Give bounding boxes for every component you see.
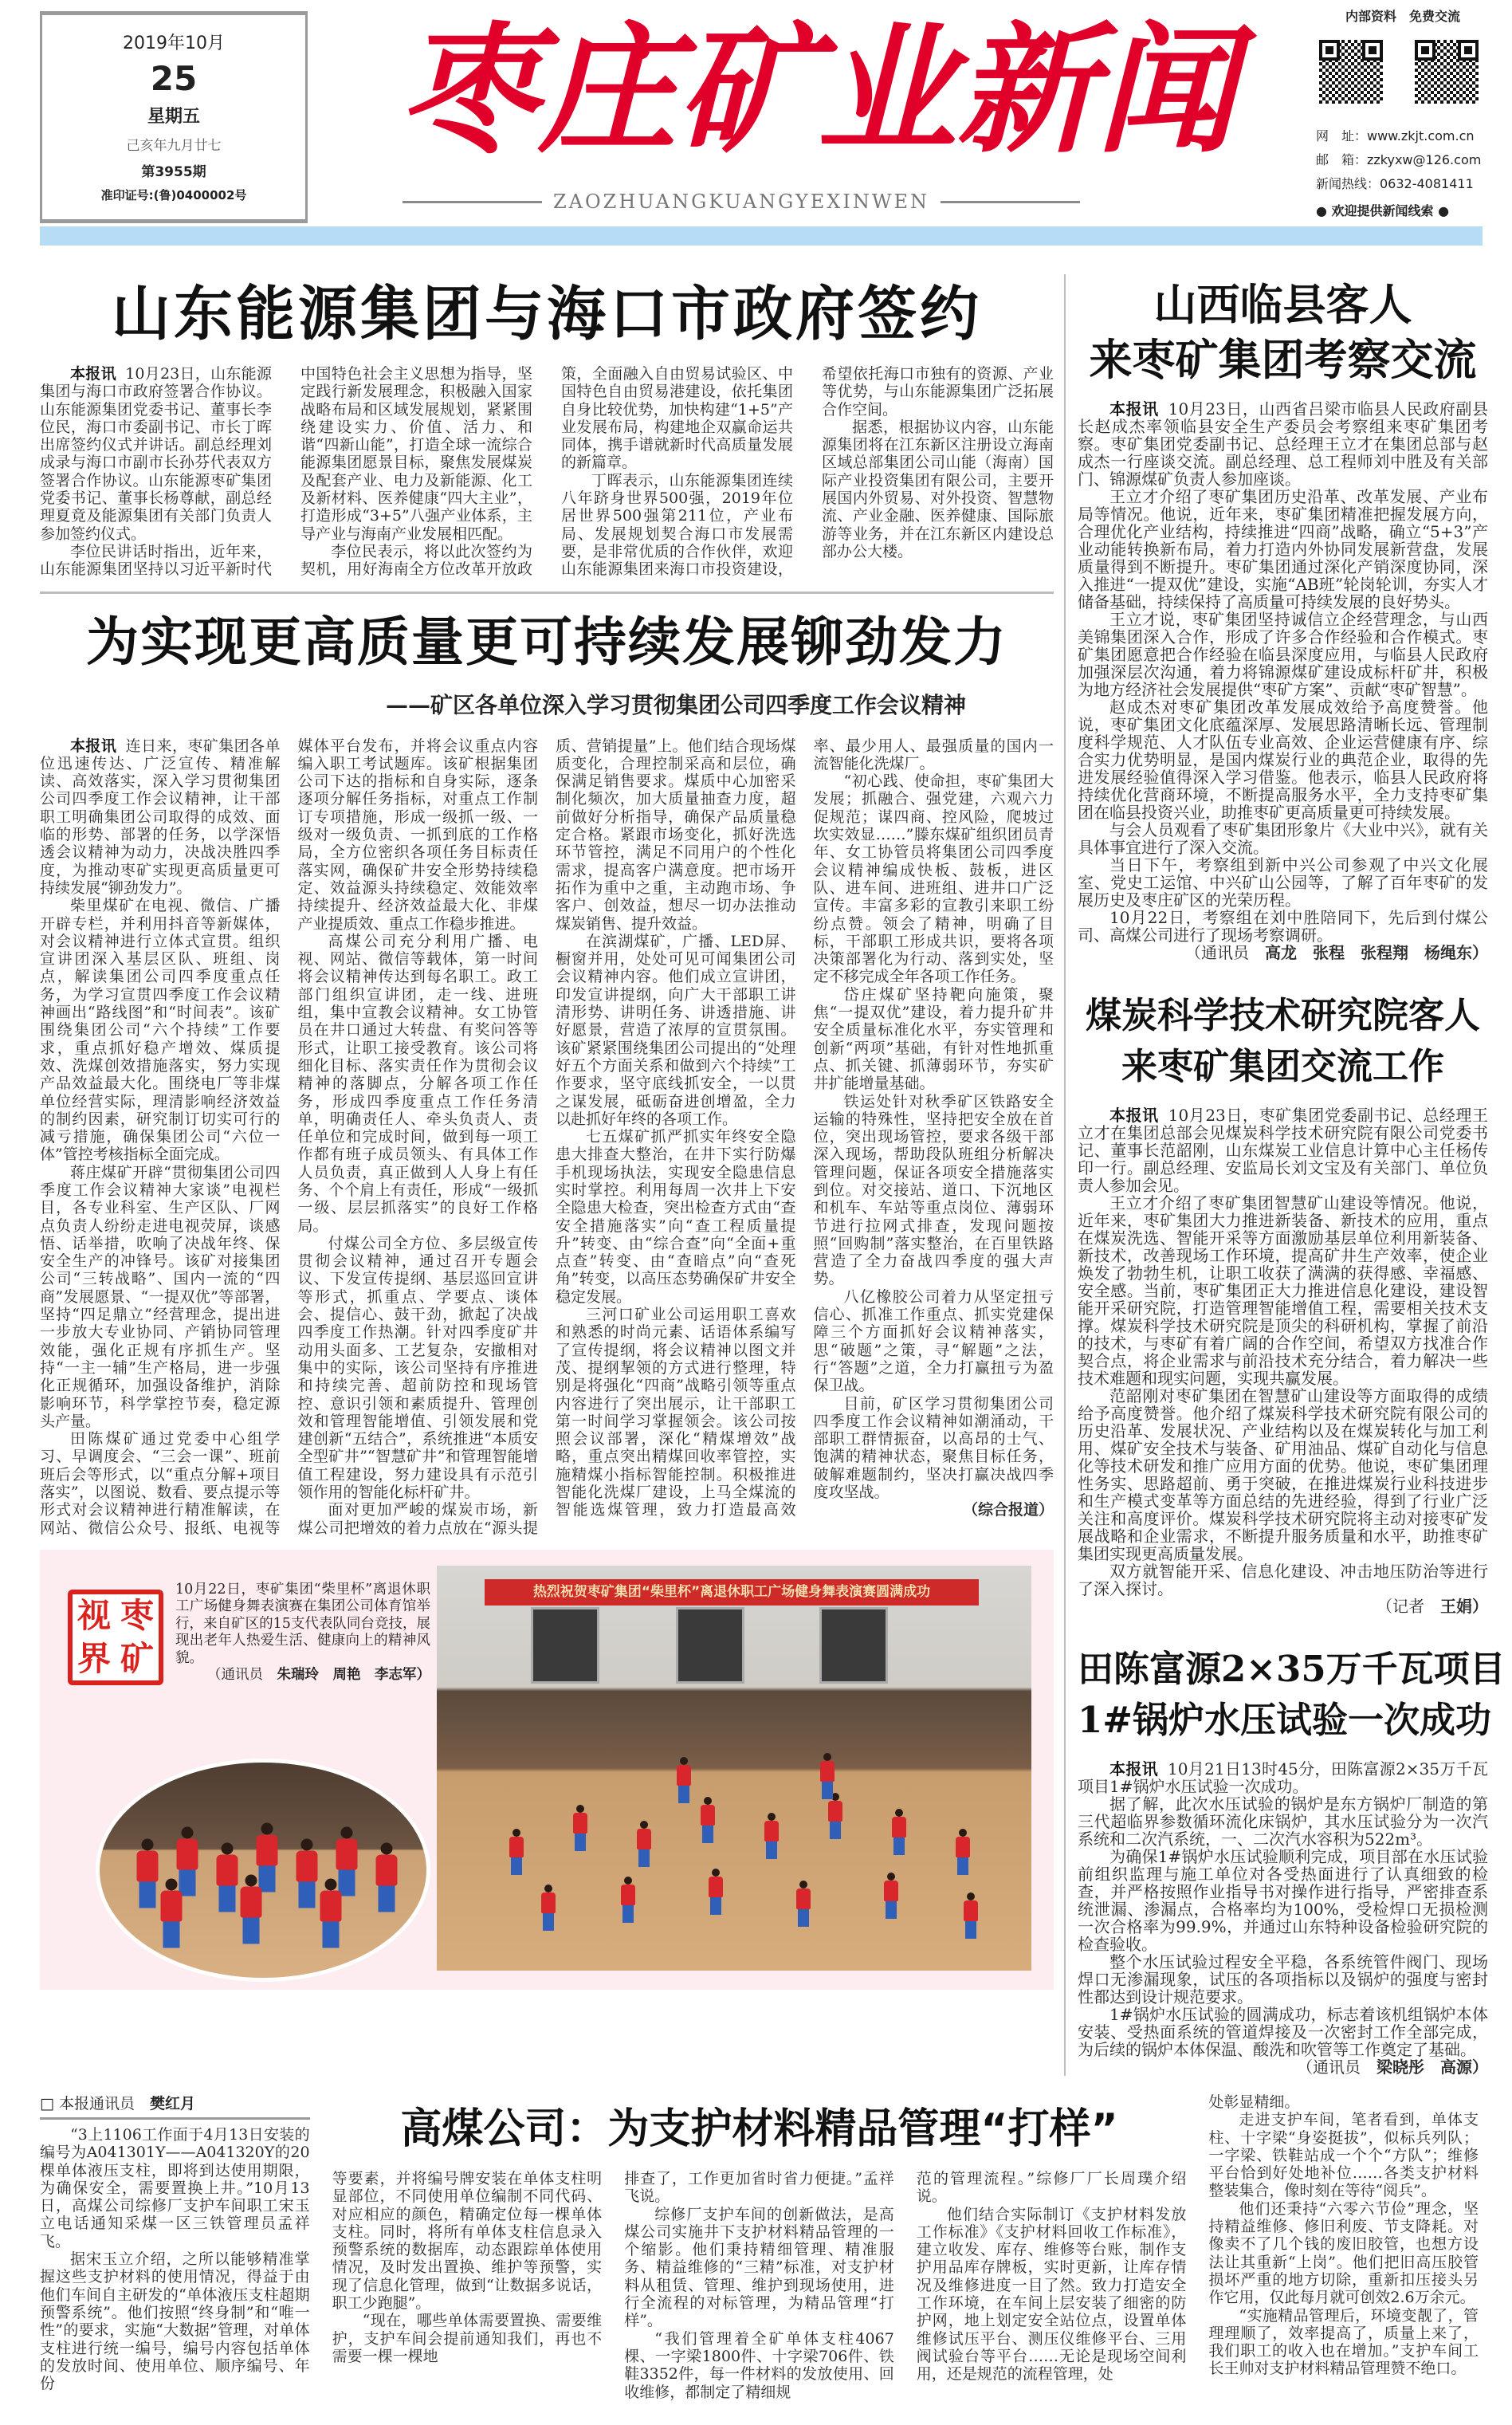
permit-number: 准印证号:(鲁)0400002号 [100,188,247,202]
paragraph [1078,698,1488,821]
paragraph-text: 据了解，此次水压试验的锅炉是东方锅炉厂制造的第三代超临界参数循环流化床锅炉，其水压试验分为一次汽系统和二次汽系统，一、二次汽水容积为522m³。 [1078,1794,1488,1849]
seal-char: 界 [77,1638,111,1678]
paragraph-text: 范韶刚对枣矿集团在智慧矿山建设等方面取得的成绩给予高度赞誉。他介绍了煤炭科学技术研究院有限公司的历史沿革、发展状况、产业结构以及在煤炭转化与加工利用、煤矿安全技术与装备、矿用油品、煤矿自动化与信息化等技术研发和推广应用方面的优势。他说，枣矿集团理性务实、思路超前、勇于突破，在推进煤炭行业科技进步和生产模式变革等方面总结的先进经验，得到了行业广泛关注和高度评价。煤炭科学技术研究院将主动对接枣矿发展战略和企业需求，不断提升服务质量和水平，助推枣矿集团实现更高质量发展。 [1078,1386,1488,1563]
side1-headline [1078,277,1488,387]
caption-text: 10月22日，枣矿集团“柴里杯”离退休职工广场健身舞表演赛在集团公司体育馆举行，来自矿区的15支代表队同台竞技，展现出老年人热爱生活、健康向上的精神风貌。 [175,1581,430,1666]
byline [1078,1598,1488,1615]
masthead-logo: 枣庄矿业新闻 [399,9,1235,172]
paragraph-text: 当日下午，考察组到新中兴公司参观了中兴文化展室、党史工运馆、中兴矿山公园等，了解了百年枣矿的发展历史及枣庄矿区的光荣历程。 [1078,855,1488,910]
paragraph: 他们还秉持“六零六节俭”理念，坚持精益维修、修旧利废、节支降耗。对像卖不了几个钱的废旧胶管，也想方设法让其重新“上岗”。他们把旧高压胶管损坏严重的地方切除，重新扣压接头另作它用，仅此每月就可创效2.6万余元。 [1208,2199,1479,2307]
paragraph: 处彰显精细。 [1208,2093,1300,2111]
byline-label: □ 本报通讯员 [40,2095,135,2113]
dancer-figure [572,1805,588,1851]
byline-label: （通讯员 [1297,2058,1361,2077]
paragraph-text: 为确保1#锅炉水压试验顺利完成，项目部在水压试验前组织监理与施工单位对各受热面进行了认真细致的检查，并严格按照作业指导书对操作进行指导，严密排查系统泄漏、渗漏点，合格率均为100%，受检焊口无损检测一次合格率为99.9%，并通过山东特种设备检验研究院的检查验收。 [1078,1847,1488,1954]
byline: （综合报道） [962,1501,1054,1519]
paragraph-text: 高煤公司充分利用广播、电视、网站、微信等载体，第一时间将会议精神传达到每名职工。政工部门组织宣讲团，走一线、进班组，集中宣教会议精神。女工协管员在井口通过大转盘、有奖问答等形式，让职工接受教育。该公司将细化目标、落实责任作为贯彻会议精神的落脚点，分解各项工作任务，形成四季度重点工作任务清单，明确责任人、牵头负责人、责任单位和完成时间，做到每一项工作都有班子成员领头、有具体工作人员负责，真正做到人人身上有任务、个个肩上有责任，形成“一级抓一级、层层抓落实”的良好工作格局。 [297,932,538,1235]
contact-info [1311,8,1494,227]
dancer-figure [883,1873,899,1919]
article1-body [40,365,1054,579]
paragraph [1078,856,1488,909]
byline-label: （通讯员 [1185,943,1249,962]
paragraph [1078,1194,1488,1387]
paragraph [556,1128,796,1306]
paragraph [1078,1106,1488,1194]
paragraph-text: 王立才介绍了枣矿集团智慧矿山建设等情况。他说，近年来，枣矿集团大力推进新装备、新技术的应用，重点在煤炭洗选、智能开采等方面激励基层单位利用新装备、新技术，改善现场工作环境，提高矿井生产效率，使企业焕发了勃勃生机，让职工收获了满满的获得感、幸福感、安全感。当前，枣矿集团正大力推进信息化建设，建设智能开采研究院，打造管理智能增值工程，需要相关技术支撑。煤炭科学技术研究院是顶尖的科研机构，掌握了前沿的技术，与枣矿有着广阔的合作空间，希望双方找准合作契合点，将企业需求与前沿技术充分结合，着力解决一些技术难题和现实问题，实现共赢发展。 [1078,1193,1488,1388]
paragraph [814,1093,1054,1288]
paragraph: 据宋玉立介绍，之所以能够精准掌握这些支护材料的使用情况，得益于由他们车间自主研发的“单体液压支柱超期预警系统”。他们按照“终身制”和“唯一性”的要求，实施“大数据”管理，对单体支柱进行统一编号，编号内容包括单体的发放时间、使用单位、顺序编号、年份 [40,2250,310,2393]
dancers-closeup-photo [96,1759,430,1982]
byline-name: 樊红月 [150,2095,196,2113]
divider [40,592,1054,594]
side1-body [1078,400,1488,961]
paragraph [1078,611,1488,698]
dancer-figure [827,1793,843,1839]
masthead-pinyin-row [383,190,1100,214]
paragraph-text: 10月23日，山东能源集团与海口市政府签署合作协议。山东能源集团党委书记、董事长李位民，海口市委副书记、市长丁晖出席签约仪式并讲话。副总经理刘成录与海口市副市长孙芬代表双方签署合作协议。山东能源枣矿集团党委书记、董事长杨尊献，副总经理夏竟及能源集团有关部门负责人参加签约仪式。 [40,365,272,543]
weekday: 星期五 [147,107,200,127]
paragraph-text: 与会人员观看了枣矿集团形象片《大业中兴》，就有关具体事宜进行了深入交流。 [1078,820,1488,857]
paragraph-text: 目前，矿区学习贯彻集团公司四季度工作会议精神如潮涌动，干部职工群情振奋，以高昂的士气、饱满的精神状态，聚焦目标任务，破解难题制约，坚决打赢决战四季度攻坚战。 [813,1394,1054,1502]
right-column [1064,274,1506,2077]
paragraph [1078,1562,1488,1598]
side3-headline-line: 1#锅炉水压试验一次成功 [1078,1699,1492,1741]
paragraph-text: 三河口矿业公司运用职工喜欢和熟悉的时尚元素、话语体系编写了宣传提纲，将会议精神以图文并茂、提纲挈领的方式进行整理，特别是将强化“四商”战略引领等重点内容进行了突出展示，让干部职工第一时间学习掌握领会。该公司按照会议部署，深化“精煤增效”战略，重点突出精煤回收率管控，实施精煤小指标智能控制。积极推进智能化洗煤厂建设，上马全煤流的智能选煤管理，致力打造最高效率、最少用人、最强质量的国内一流智能化洗煤厂。 [556,737,1054,1519]
paragraph-text: 柴里煤矿在电视、微信、广播开辟专栏，并利用抖音等新媒体，对会议精神进行立体式宣贯。组织宣讲团深入基层区队、班组、岗点，解读集团公司四季度重点任务，为学习宣贯四季度工作会议精神画出“路线图”和“时间表”。该矿围绕集团公司“六个持续”工作要求，重点抓好稳产增效、煤质提效、洗煤创效措施落实，努力实现产品效益最大化。围绕电厂等非煤单位经营实际，理清影响经济效益的制约因素，研究制订切实可行的减亏措施，确保集团公司“六位一体”管控考核指标全面完成。 [40,897,281,1164]
article3-column [1208,2093,1479,2401]
paragraph-text: 10月23日，山西省吕梁市临县人民政府副县长赵成杰率领临县安全生产委员会考察组来枣矿集团考察。枣矿集团党委副书记、总经理王立才在集团总部与赵成杰一行座谈交流。副总经理、总工程师刘中胜及有关部门、锦源煤矿负责人参加座谈。 [1078,399,1488,489]
page-header [0,0,1512,249]
paragraph [1078,1795,1488,1848]
paragraph [1078,821,1488,856]
dancer-figure [375,1842,399,1912]
article3-first-column [40,2093,310,2401]
paragraph-text: 10月22日，考察组在刘中胜陪同下，先后到付煤公司、高煤公司进行了现场考察调研。 [1078,908,1488,945]
paragraph-text: “初心践、使命担，枣矿集团大发展；抓融合、强党建，六观六力促规范；谋四商、控风险，爬坡过坎实效显……”滕东煤矿组织团员青年、女工协管员将集团公司四季度会议精神编成快板、鼓板，进区队、进车间、进班组、进井口广泛宣传。丰富多彩的宣教引来职工纷纷点赞。领会了精神，明确了目标，干部职工形成共识，要将各项决策部署化为行动、落到实处，坚定不移完成全年各项工作任务。 [813,772,1054,986]
paragraph-text: 王立才介绍了枣矿集团历史沿革、改革发展、产业布局等情况。他说，近年来，枣矿集团精准把握发展方向，合理优化产业结构，持续推进“四商”战略，确立“5+3”产业动能转换新布局，着力打造内外协同发展新营盘，发展质量得到不断提升。枣矿集团通过深化产销深度协同，深入推进“一提双优”建设，实施“AB班”轮岗轮训，夯实人才储备基础，持续保持了高质量可持续发展的良好势头。 [1078,487,1488,611]
article1-headline: 山东能源集团与海口市政府签约 [112,280,982,348]
paragraph: 范的管理流程。”综修厂厂长周璞介绍说。 [916,2170,1187,2206]
dancer-figure [819,1753,835,1799]
photo-feature [40,1550,1054,1990]
paragraph-text: 1#锅炉水压试验的圆满成功，标志着该机组锅炉本体安装、受热面系统的管道焊接及一次密封工作全部完成，为后续的锅炉本体保温、酸洗和吹管等工作奠定了基础。 [1078,2005,1488,2059]
date-month: 2019年10月 [123,33,225,53]
paragraph-text: 付煤公司全方位、多层级宣传贯彻会议精神，通过召开专题会议、下发宣传提纲、基层巡回宣讲等形式，抓重点、学要点、谈体会、提信心、鼓干劲，掀起了决战四季度工作热潮。针对四季度矿井动用头面多、工艺复杂，安撤相对集中的实际，该公司坚持有序推进和持续完善、超前防控和现场管控、意识引领和素质提升、管理创效和管理智能增值、引领发展和党建创新“五结合”，系统推进“本质安全型矿井”“智慧矿井”和管理智能增值工程建设，努力建设具有示范引领作用的智能化标杆矿井。 [297,1234,538,1502]
window [676,1607,744,1684]
masthead-pinyin: ZAOZHUANGKUANGYEXINWEN [552,191,930,213]
paragraph: “3上1106工作面于4月13日安装的编号为A041301Y——A041320Y的20棵单体液压支柱，即将到达使用期限，为确保安全，需要置换上井。”10月13日，高煤公司综修厂支护车间职工宋玉立电话通知采煤一区三铁管理员孟祥飞。 [40,2126,310,2250]
dateline-lead: 本报讯 [70,365,116,383]
article3 [0,2093,1512,2425]
paragraph [298,1235,539,1501]
seal-char: 矿 [120,1638,154,1678]
issue-number: 第3955期 [141,164,206,180]
dateline-lead: 本报讯 [1109,1759,1158,1778]
photo-credit [175,1667,430,1684]
dancer-figure [239,1874,263,1944]
dancer-figure [509,1829,524,1875]
paragraph [814,772,1054,986]
paragraph [1078,1387,1488,1562]
credit-label: （通讯员 [207,1667,263,1684]
paragraph [1078,488,1488,611]
paragraph-text: 10月21日13时45分，田陈富源2×35万千瓦项目1#锅炉水压试验一次成功。 [1078,1759,1489,1796]
dancer-figure [159,1878,183,1947]
byline-names: 高龙 张程 张程翔 杨绳东） [1265,943,1488,962]
dancer-figure [636,1821,652,1867]
paragraph-text: 丁晖表示，山东能源集团连续八年跻身世界500强，2019年位居世界500强第211位，产业布局、发展规划契合海口市发展需要，是非常优质的合作伙伴，欢迎山东能源集团来海口市投资建设，希望依托海口市独有的资源、产业等优势，与山东能源集团广泛拓展合作空间。 [561,365,1054,579]
dateline-lead: 本报讯 [1109,399,1159,419]
paragraph-text: 七五煤矿抓严抓实年终安全隐患大排查大整治，在井下实行防爆手机现场执法，实现安全隐患信息实时掌控。利用每周一次井上下安全隐患大检查，突出检查方式由“查安全措施落实”向“查工程质量提升”转变、由“综合查”向“全面+重点查”转变、由“查暗点”向“查死角”转变，以高压态势确保矿井安全稳定发展。 [556,1128,796,1306]
dancer-figure [620,1877,636,1923]
paragraph-text: 岱庄煤矿坚持靶向施策，聚焦“一提双优”建设，着力提升矿井安全质量标准化水平，夯实管理和创新“两项”基础，有针对性地抓重点、抓关键、抓薄弱环节，夯实矿井扩能增量基础。 [813,985,1054,1093]
side2-body [1078,1106,1488,1615]
side2-headline-line: 来枣矿集团交流工作 [1121,1045,1444,1087]
paragraph [822,419,1054,560]
lunar-date: 己亥年九月廿七 [126,138,222,154]
side2-headline-line: 煤炭科学技术研究院客人 [1085,994,1480,1036]
paragraph-text: 在滨湖煤矿，广播、LED屏、橱窗并用，处处可见可闻集团公司会议精神内容。他们成立宣讲团，印发宣讲提纲，向广大干部职工讲清形势、讲明任务、讲透措施、讲好愿景，营造了浓厚的宣贯氛围。该矿紧紧围绕集团公司提出的“处理好五个方面关系和做到六个持续”工作要求，坚守底线抓安全，一以贯之谋发展，砥砺奋进创增盈，全力以赴抓好年终的各项工作。 [556,932,796,1128]
paragraph [40,737,281,898]
paragraph [40,1164,281,1430]
paragraph [1078,2006,1488,2058]
article3-column [332,2170,603,2401]
paragraph-text: 王立才说，枣矿集团坚持诚信立企经营理念，与山西美锦集团深入合作，形成了许多合作经验和合作模式。枣矿集团愿意把合作经验在临县深度应用，与临县人民政府加强深层次沟通，着力将锦源煤矿建设成标杆矿井，积极为地方经济社会发展提供“枣矿方案”、贡献“枣矿智慧”。 [1078,610,1488,699]
tagline: 内部资料 免费交流 [1345,9,1460,24]
left-column [40,274,1054,1990]
byline-label: （记者 [1377,1597,1424,1616]
dancer-figure [764,1813,780,1859]
paragraph [556,933,796,1128]
byline-names: 王娟） [1440,1597,1488,1616]
paragraph [814,1288,1054,1395]
news-hotline: 新闻热线：0632-4081411 [1316,176,1474,191]
byline-names: 梁晓彤 高源） [1377,2058,1488,2077]
qr-code-icon [1319,40,1383,104]
paragraph [814,986,1054,1093]
credit-names: 朱瑞玲 周艳 李志军） [277,1667,430,1684]
article3-column [624,2170,894,2401]
paragraph [1078,1953,1488,2006]
paragraph-text: 铁运处针对秋季矿区铁路安全运输的特殊性，坚持把安全放在首位，突出现场管控，要求各级干部深入现场，帮助段队班组分析解决管理问题，保证各项安全措施落实到位。对交接站、道口、下沉地区和机车、车站等重点岗位、薄弱环节进行拉网式排查，发现问题按照“回购制”落实整治，在百里铁路营造了全力奋战四季度的强大声势。 [813,1092,1054,1288]
dancer-figure [676,1757,692,1803]
side1-headline-line: 山西临县客人 [1153,279,1412,330]
paragraph [40,365,272,543]
dateline-lead: 本报讯 [1109,1106,1159,1125]
divider [403,201,542,203]
dancer-figure [955,1829,971,1875]
dancer-figure [215,1842,239,1912]
paragraph [814,1395,1054,1502]
dancer-figure [135,1838,159,1908]
paragraph [1078,1848,1488,1953]
paragraph-text: 整个水压试验过程安全平稳，各系统管件阀门、现场焊口无渗漏现象，试压的各项指标以及锅炉的强度与密封性都达到设计规范要求。 [1078,1952,1488,2006]
column-seal-logo [68,1590,163,1685]
side2-headline [1078,990,1488,1092]
byline [1078,2058,1488,2076]
paragraph-text: 李位民讲话时指出，近年来，山东能源集团坚持以习近平新时代中国特色社会主义思想为指导，坚定践行新发展理念，积极融入国家战略布局和区域发展规划，紧紧围绕建设实力、价值、活力、和谐“四新山能”，打造全球一流综合能源集团愿景目标，聚焦发展煤炭及配套产业、电力及新能源、化工及新材料、医养健康“四大主业”，打造形成“3+5”八强产业体系，主导产业与海南产业发展相匹配。 [40,365,532,579]
paragraph-text: 据悉，根据协议内容，山东能源集团将在江东新区注册设立海南区域总部集团公司山能（海南）国际产业投资集团有限公司，主要开展国内外贸易、对外投资、智慧物流、产业金融、医养健康、国际旅游等业务，并在江东新区内建设总部办公大楼。 [822,418,1054,560]
paragraph-text: 连日来，枣矿集团各单位迅速传达、广泛宣传、精准解读、高效落实，深入学习贯彻集团公司四季度工作会议精神，让干部职工明确集团公司取得的成效、面临的形势、部署的任务，以学深悟透会议精神为动力，决战决胜四季度，为推动枣矿实现更高质量更可持续发展“铆劲发力”。 [40,737,281,897]
paragraph [298,933,539,1235]
paragraph-text: 面对更加严峻的煤炭市场，新煤公司把增效的着力点放在“源头提质、营销提量”上。他们结合现场煤质变化，合理控制采高和层位，确保满足销售要求。煤质中心加密采制化频次，加大质量抽查力度，超前做好分析指导，确保产品质量稳定合格。紧跟市场变化，抓好洗选环节管控，满足不同用户的个性化需求，提高客户满意度。把市场开拓作为重中之重，主动跑市场、争客户、创效益，想尽一切办法推动煤炭销售、提升效益。 [297,737,796,1537]
side3-headline-line: 田陈富源2×35万千瓦项目 [1078,1648,1506,1690]
byline [1078,944,1488,961]
paragraph-text: 10月23日，枣矿集团党委副书记、总经理王立才在集团总部会见煤炭科学技术研究院有限公司党委书记、董事长范韶刚，山东煤炭工业信息计算中心主任杨传印一行。副总经理、安监局长刘文宝及有关部门、单位负责人参加会见。 [1078,1106,1488,1195]
paragraph: “现在，哪些单体需要置换、需要维护，支护车间会提前通知我们，再也不需要一棵一棵地 [332,2312,603,2365]
dateline-lead: 本报讯 [70,737,117,755]
paragraph: 他们结合实际制订《支护材料发放工作标准》《支护材料回收工作标准》，建立收发、库存、维修等台账，制作支护用品库存牌板，实时更新，让库存情况及维修进度一目了然。致力打造安全工作环境，在车间上层安装了细密的防护网，地上划定安全站位点，设置单体维修试压平台、测压仪维修平台、三用阀试验台等平台……无论是现场空间利用，还是规范的流程管理，处 [916,2205,1187,2384]
paragraph-text: 田陈煤矿通过党委中心组学习、早调度会、“三会一课”、班前班后会等形式，以“重点分解+项目落实”，以图说、数看、要点提示等形式对会议精神进行精准解读，在网站、微信公众号、报纸、电视等媒体平台发布，并将会议重点内容编入职工考试题库。该矿根据集团公司下达的指标和自身实际，逐条逐项分解任务指标，对重点工作制订专项措施，形成一级抓一级、一级对一级负责、一抓到底的工作格局，全方位密织各项任务目标责任落实网，确保矿井安全形势持续稳定、效益源头持续稳定、效能效率持续提升、经济效益最大化、非煤产业提质效、重点工作稳步推进。 [40,737,538,1537]
article3-headline: 高煤公司：为支护材料精品管理“打样” [400,2105,1118,2153]
paragraph: 走进支护车间，笔者看到，单体支柱、十字梁“身姿挺拔”，似标兵列队；一字梁、铁鞋站成一个个“方队”；维修平台恰到好处地补位……各类支护材料整装集合，像时刻在等待“阅兵”。 [1208,2111,1479,2200]
article3-column [917,2170,1187,2401]
side1-headline-line: 来枣矿集团考察交流 [1089,334,1477,385]
dancer-figure [540,1885,556,1931]
photo-caption [175,1582,430,1684]
email: 邮 箱：zzkyxw@126.com [1316,152,1482,167]
dancer-figure [795,1881,811,1927]
paragraph: “实施精品管理后，环境变靓了，管理理顺了，效率提高了，质量上来了，我们职工的收入也在增加。”支护车间工长王帅对支护材料精品管理赞不绝口。 [1208,2306,1479,2378]
seal-char: 枣 [120,1595,154,1635]
dancer-figure [700,1797,716,1843]
article2-body [40,737,1054,1537]
paragraph-text: 双方就智能开采、信息化建设、冲击地压防治等进行了深入探讨。 [1078,1562,1488,1598]
news-tips: ● 欢迎提供新闻线索 ● [1316,203,1450,218]
date-box [40,11,308,223]
side3-headline [1078,1644,1506,1746]
paragraph: 综修厂支护车间的创新做法，是高煤公司实施井下支护材料精品管理的一个缩影。他们秉持精细管理、精准服务、精益维修的“三精”标准，对支护材料从租赁、管理、维护到现场使用，进行全流程的对标管理，为精品管理“打样”。 [624,2205,894,2330]
divider [941,201,1080,203]
dancer-figure [963,1892,979,1939]
dancer-figure [708,1869,724,1915]
side3-body [1078,1760,1488,2076]
header-bar [40,226,1483,246]
article2-subtitle: ——矿区各单位深入学习贯彻集团公司四季度工作会议精神 [385,691,966,718]
dancer-figure [891,1809,907,1855]
paragraph [1078,1760,1488,1795]
dance-performance-photo [437,1566,1031,1971]
paragraph-text: 蒋庄煤矿开辟“贯彻集团公司四季度工作会议精神大家谈”电视栏目，各专业科室、生产区队、厂网点负责人纷纷走进电视荧屏，谈感悟、话举措，吹响了决战年终、保安全生产的冲锋号。该矿对接集团公司“三转战略”、国内一流的“四商”发展愿景、“一提双优”等部署，坚持“四足鼎立”经营理念，提出进一步放大专业协同、产销协同管理效能，强化正规有序抓生产。坚持“一主一辅”生产格局，进一步强化正规循环，加强设备维护，消除影响环节，科学掌控节奏，稳定源头产量。 [40,1163,281,1430]
seal-char: 视 [77,1595,111,1635]
website: 网 址：www.zkjt.com.cn [1316,128,1475,143]
paragraph: 等要素，并将编号牌安装在单体支柱明显部位，不同使用单位编制不同代码、对应相应的颜色，精确定位每一棵单体支柱。同时，将所有单体支柱信息录入预警系统的数据库，动态跟踪单体使用情况，及时发出置换、维护等预警，实现了信息化管理，做到“让数据多说话，职工少跑腿”。 [332,2170,603,2313]
paragraph-text: 赵成杰对枣矿集团改革发展成效给予高度赞誉。他说，枣矿集团文化底蕴深厚、发展思路清晰长远、管理制度科学规范、人才队伍专业高效、企业运营健康有序、综合实力优势明显，是国内煤炭行业的典范企业，取得的先进发展经验值得深入学习借鉴。他表示，临县人民政府将持续优化营商环境，不断提高服务水平，全力支持枣矿集团在临县投资兴业，助推枣矿更高质量更可持续发展。 [1078,698,1488,822]
qr-code-icon [1415,40,1479,104]
paragraph [1078,909,1488,944]
paragraph [40,897,281,1163]
paragraph: “我们管理着全矿单体支柱4067棵、一字梁1800件、十字梁706件、铁鞋3352件，每一件材料的发放使用、回收维修，都制定了精细规 [624,2329,894,2401]
paragraph-text: 八亿橡胶公司着力从坚定扭亏信心、抓准工作重点、抓实党建保障三个方面抓好会议精神落实，思“破题”之策，寻“解题”之法，行“答题”之道，全力打赢扭亏为盈保卫战。 [813,1287,1054,1395]
paragraph: 排查了，工作更加省时省力便捷。”孟祥飞说。 [624,2170,894,2206]
event-banner: 热烈祝贺枣矿集团“柴里杯”离退休职工广场健身舞表演赛圆满成功 [485,1579,979,1606]
article3-column [40,2126,310,2392]
article3-byline [40,2093,310,2120]
paragraph-text: 李位民表示，将以此次签约为契机，用好海南全方位改革开放政策，全面融入自由贸易试验区、中国特色自由贸易港建设，依托集团自身比较优势，加快构建“1+5”产业发展布局，构建地企双赢命运共同体，携手谱就新时代高质量发展的新篇章。 [300,365,793,579]
main-content [0,274,1512,2076]
paragraph [1078,400,1488,488]
window [531,1607,599,1684]
window [819,1607,888,1684]
dancer-figure [295,1838,319,1908]
dancer-figure [319,1878,343,1947]
article2-headline: 为实现更高质量更可持续发展铆劲发力 [86,610,1007,673]
date-day: 25 [150,59,198,98]
